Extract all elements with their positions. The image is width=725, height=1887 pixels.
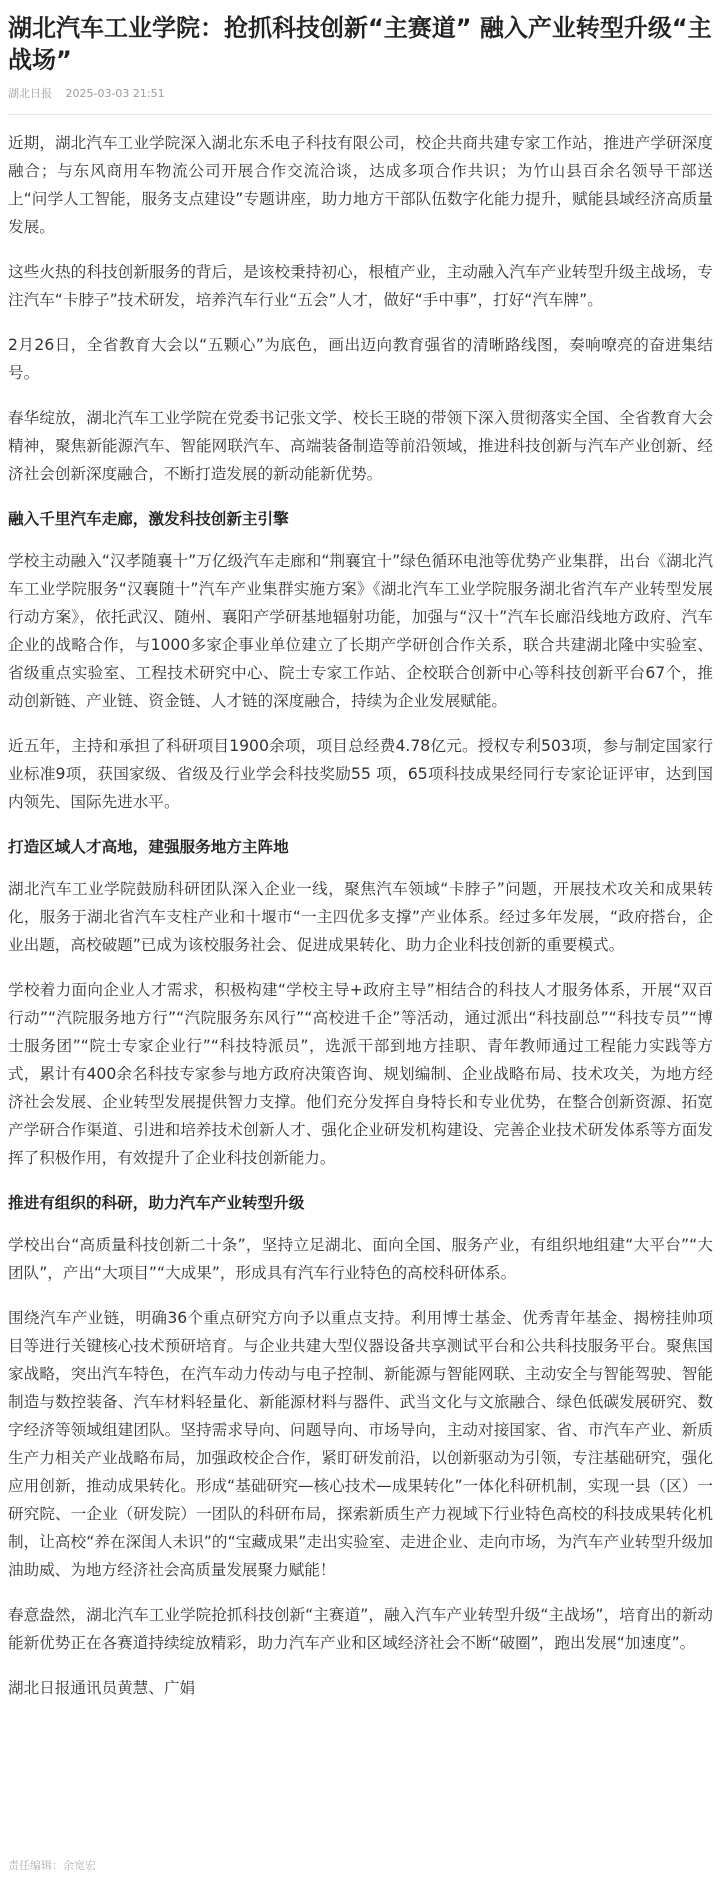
section-heading-1: 融入千里汽车走廊，激发科技创新主引擎 bbox=[8, 510, 289, 528]
section-heading-2: 打造区域人才高地，建强服务地方主阵地 bbox=[8, 838, 289, 856]
section-heading-3: 推进有组织的科研，助力汽车产业转型升级 bbox=[8, 1194, 305, 1212]
article-title: 湖北汽车工业学院：抢抓科技创新“主赛道” 融入产业转型升级“主战场” bbox=[8, 14, 712, 74]
paragraph-intro-4: 春华绽放，湖北汽车工业学院在党委书记张文学、校长王晓的带领下深入贯彻落实全国、全省教育大会精神，聚焦新能源汽车、智能网联汽车、高端装备制造等前沿领域，推进科技创新与汽车产业创新、经济社会创新深度融合，不断打造发展的新动能新优势。 bbox=[8, 409, 713, 483]
article-body bbox=[8, 129, 713, 1702]
paragraph-s3-1: 学校出台“高质量科技创新二十条”，坚持立足湖北、面向全国、服务产业，有组织地组建“大平台”“大团队”，产出“大项目”“大成果”，形成具有汽车行业特色的高校科研体系。 bbox=[8, 1236, 713, 1282]
paragraph-s3-2: 围绕汽车产业链，明确36个重点研究方向予以重点支持。利用博士基金、优秀青年基金、揭榜挂帅项目等进行关键核心技术预研培育。与企业共建大型仪器设备共享测试平台和公共科技服务平台。聚焦国家战略，突出汽车特色，在汽车动力传动与电子控制、新能源与智能网联、主动安全与智能驾驶、智能制造与数控装备、汽车材料轻量化、新能源材料与器件、武当文化与文旅融合、绿色低碳发展研究、数字经济等领域组建团队。坚持需求导向、问题导向、市场导向，主动对接国家、省、市汽车产业、新质生产力相关产业战略布局，加强政校企合作，紧盯研发前沿，以创新驱动为引领，专注基础研究，强化应用创新，推动成果转化。形成“基础研究—核心技术—成果转化”一体化科研机制，实现一县（区）一研究院、一企业（研发院）一团队的科研布局，探索新质生产力视域下行业特色高校的科技成果转化机制，让高校“养在深闺人未识”的“宝藏成果”走出实验室、走进企业、走向市场，为汽车产业转型升级加油助威、为地方经济社会高质量发展聚力赋能！ bbox=[8, 1309, 713, 1579]
paragraph-intro-3: 2月26日，全省教育大会以“五颗心”为底色，画出迈向教育强省的清晰路线图，奏响嘹亮的奋进集结号。 bbox=[8, 336, 713, 382]
paragraph-intro-2: 这些火热的科技创新服务的背后，是该校秉持初心，根植产业，主动融入汽车产业转型升级主战场，专注汽车“卡脖子”技术研发，培养汽车行业“五会”人才，做好“手中事”，打好“汽车牌”。 bbox=[8, 263, 713, 309]
editor-credit: 责任编辑：余宽宏 bbox=[8, 1859, 96, 1872]
paragraph-s3-3: 春意盎然，湖北汽车工业学院抢抓科技创新“主赛道”，融入汽车产业转型升级“主战场”，培育出的新动能新优势正在各赛道持续绽放精彩，助力汽车产业和区域经济社会不断“破圈”，跑出发展“加速度”。 bbox=[8, 1606, 713, 1652]
paragraph-s1-2: 近五年，主持和承担了科研项目1900余项，项目总经费4.78亿元。授权专利503项，参与制定国家行业标准9项，获国家级、省级及行业学会科技奖励55 项，65项科技成果经同行专家论证评审，达到国内领先、国际先进水平。 bbox=[8, 737, 713, 811]
header-divider bbox=[8, 114, 713, 115]
paragraph-s2-2: 学校着力面向企业人才需求，积极构建“学校主导+政府主导”相结合的科技人才服务体系，开展“双百行动”“汽院服务地方行”“汽院服务东风行”“高校进千企”等活动，通过派出“科技副总”“科技专员”“博士服务团”“院士专家企业行”“科技特派员”，选派干部到地方挂职、青年教师通过工程能力实践等方式，累计有400余名科技专家参与地方政府决策咨询、规划编制、企业战略布局、技术攻关，为地方经济社会发展、企业转型发展提供智力支撑。他们充分发挥自身特长和专业优势，在整合创新资源、拓宽产学研合作渠道、引进和培养技术创新人才、强化企业研发机构建设、完善企业技术研发体系等方面发挥了积极作用，有效提升了企业科技创新能力。 bbox=[8, 981, 713, 1167]
paragraph-intro-1: 近期，湖北汽车工业学院深入湖北东禾电子科技有限公司，校企共商共建专家工作站，推进产学研深度融合；与东风商用车物流公司开展合作交流洽谈，达成多项合作共识；为竹山县百余名领导干部送上“问学人工智能，服务支点建设”专题讲座，助力地方干部队伍数字化能力提升，赋能县域经济高质量发展。 bbox=[8, 134, 713, 236]
paragraph-s2-1: 湖北汽车工业学院鼓励科研团队深入企业一线，聚焦汽车领域“卡脖子”问题，开展技术攻关和成果转化，服务于湖北省汽车支柱产业和十堰市“一主四优多支撑”产业体系。经过多年发展，“政府搭台，企业出题，高校破题”已成为该校服务社会、促进成果转化、助力企业科技创新的重要模式。 bbox=[8, 880, 713, 954]
article-datetime: 2025-03-03 21:51 bbox=[65, 87, 165, 100]
article-meta bbox=[8, 86, 713, 102]
article-source: 湖北日报 bbox=[8, 87, 52, 100]
paragraph-s1-1: 学校主动融入“汉孝随襄十”万亿级汽车走廊和“荆襄宜十”绿色循环电池等优势产业集群，出台《湖北汽车工业学院服务“汉襄随十”汽车产业集群实施方案》《湖北汽车工业学院服务湖北省汽车产业转型发展行动方案》，依托武汉、随州、襄阳产学研基地辐射功能，加强与“汉十”汽车长廊沿线地方政府、汽车企业的战略合作，与1000多家企事业单位建立了长期产学研创合作关系，联合共建湖北隆中实验室、省级重点实验室、工程技术研究中心、院士专家工作站、企校联合创新中心等科技创新平台67个，推动创新链、产业链、资金链、人才链的深度融合，持续为企业发展赋能。 bbox=[8, 552, 713, 710]
byline: 湖北日报通讯员黄慧、广娟 bbox=[8, 1679, 196, 1697]
